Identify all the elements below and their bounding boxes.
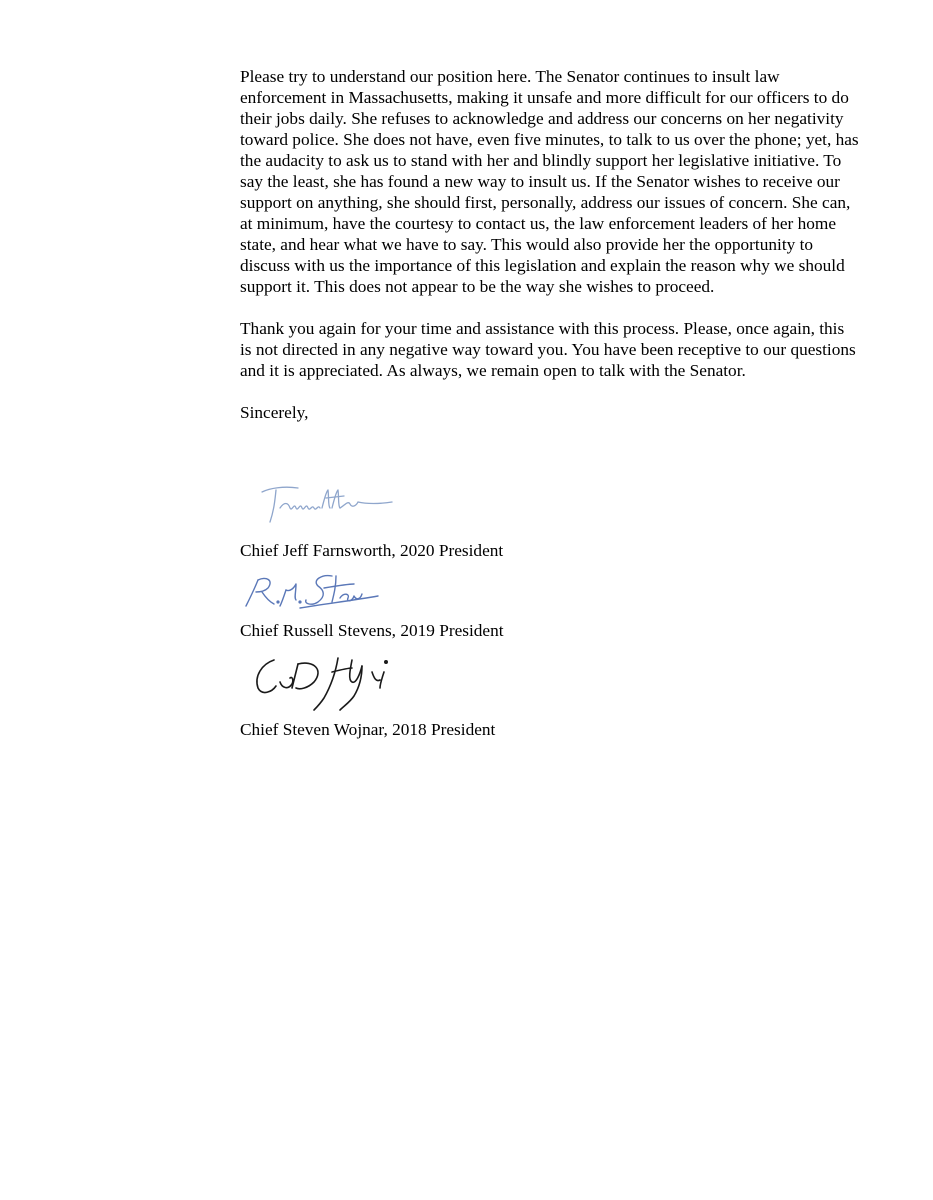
- letter-body: [240, 66, 860, 423]
- signature-stevens: [240, 568, 400, 614]
- signature-farnsworth: [240, 478, 400, 530]
- signatory-name-1: Chief Jeff Farnsworth, 2020 President: [240, 541, 504, 560]
- signature-wojnar: [240, 646, 420, 716]
- signatory-name-3: Chief Steven Wojnar, 2018 President: [240, 720, 496, 739]
- closing-salutation: Sincerely,: [240, 403, 309, 422]
- body-paragraph-1: Please try to understand our position here. The Senator continues to insult law enforcement in Massachusetts, making it unsafe and more difficult for our officers to do their jobs daily. She refuses to acknowledge and address our concerns on her negativity toward police. She does not have, even five minutes, to talk to us over the phone; yet, has the audacity to ask us to stand with her and blindly support her legislative initiative. To say the least, she has found a new way to insult us. If the Senator wishes to receive our support on anything, she should first, personally, address our issues of concern. She can, at minimum, have the courtesy to contact us, the law enforcement leaders of her home state, and hear what we have to say. This would also provide her the opportunity to discuss with us the importance of this legislation and explain the reason why we should support it. This does not appear to be the way she wishes to proceed.: [240, 67, 859, 296]
- signatory-name-2: Chief Russell Stevens, 2019 President: [240, 621, 504, 640]
- body-paragraph-2: Thank you again for your time and assistance with this process. Please, once again, this is not directed in any negative way toward you. You have been receptive to our questions and it is appreciated. As always, we remain open to talk with the Senator.: [240, 319, 856, 380]
